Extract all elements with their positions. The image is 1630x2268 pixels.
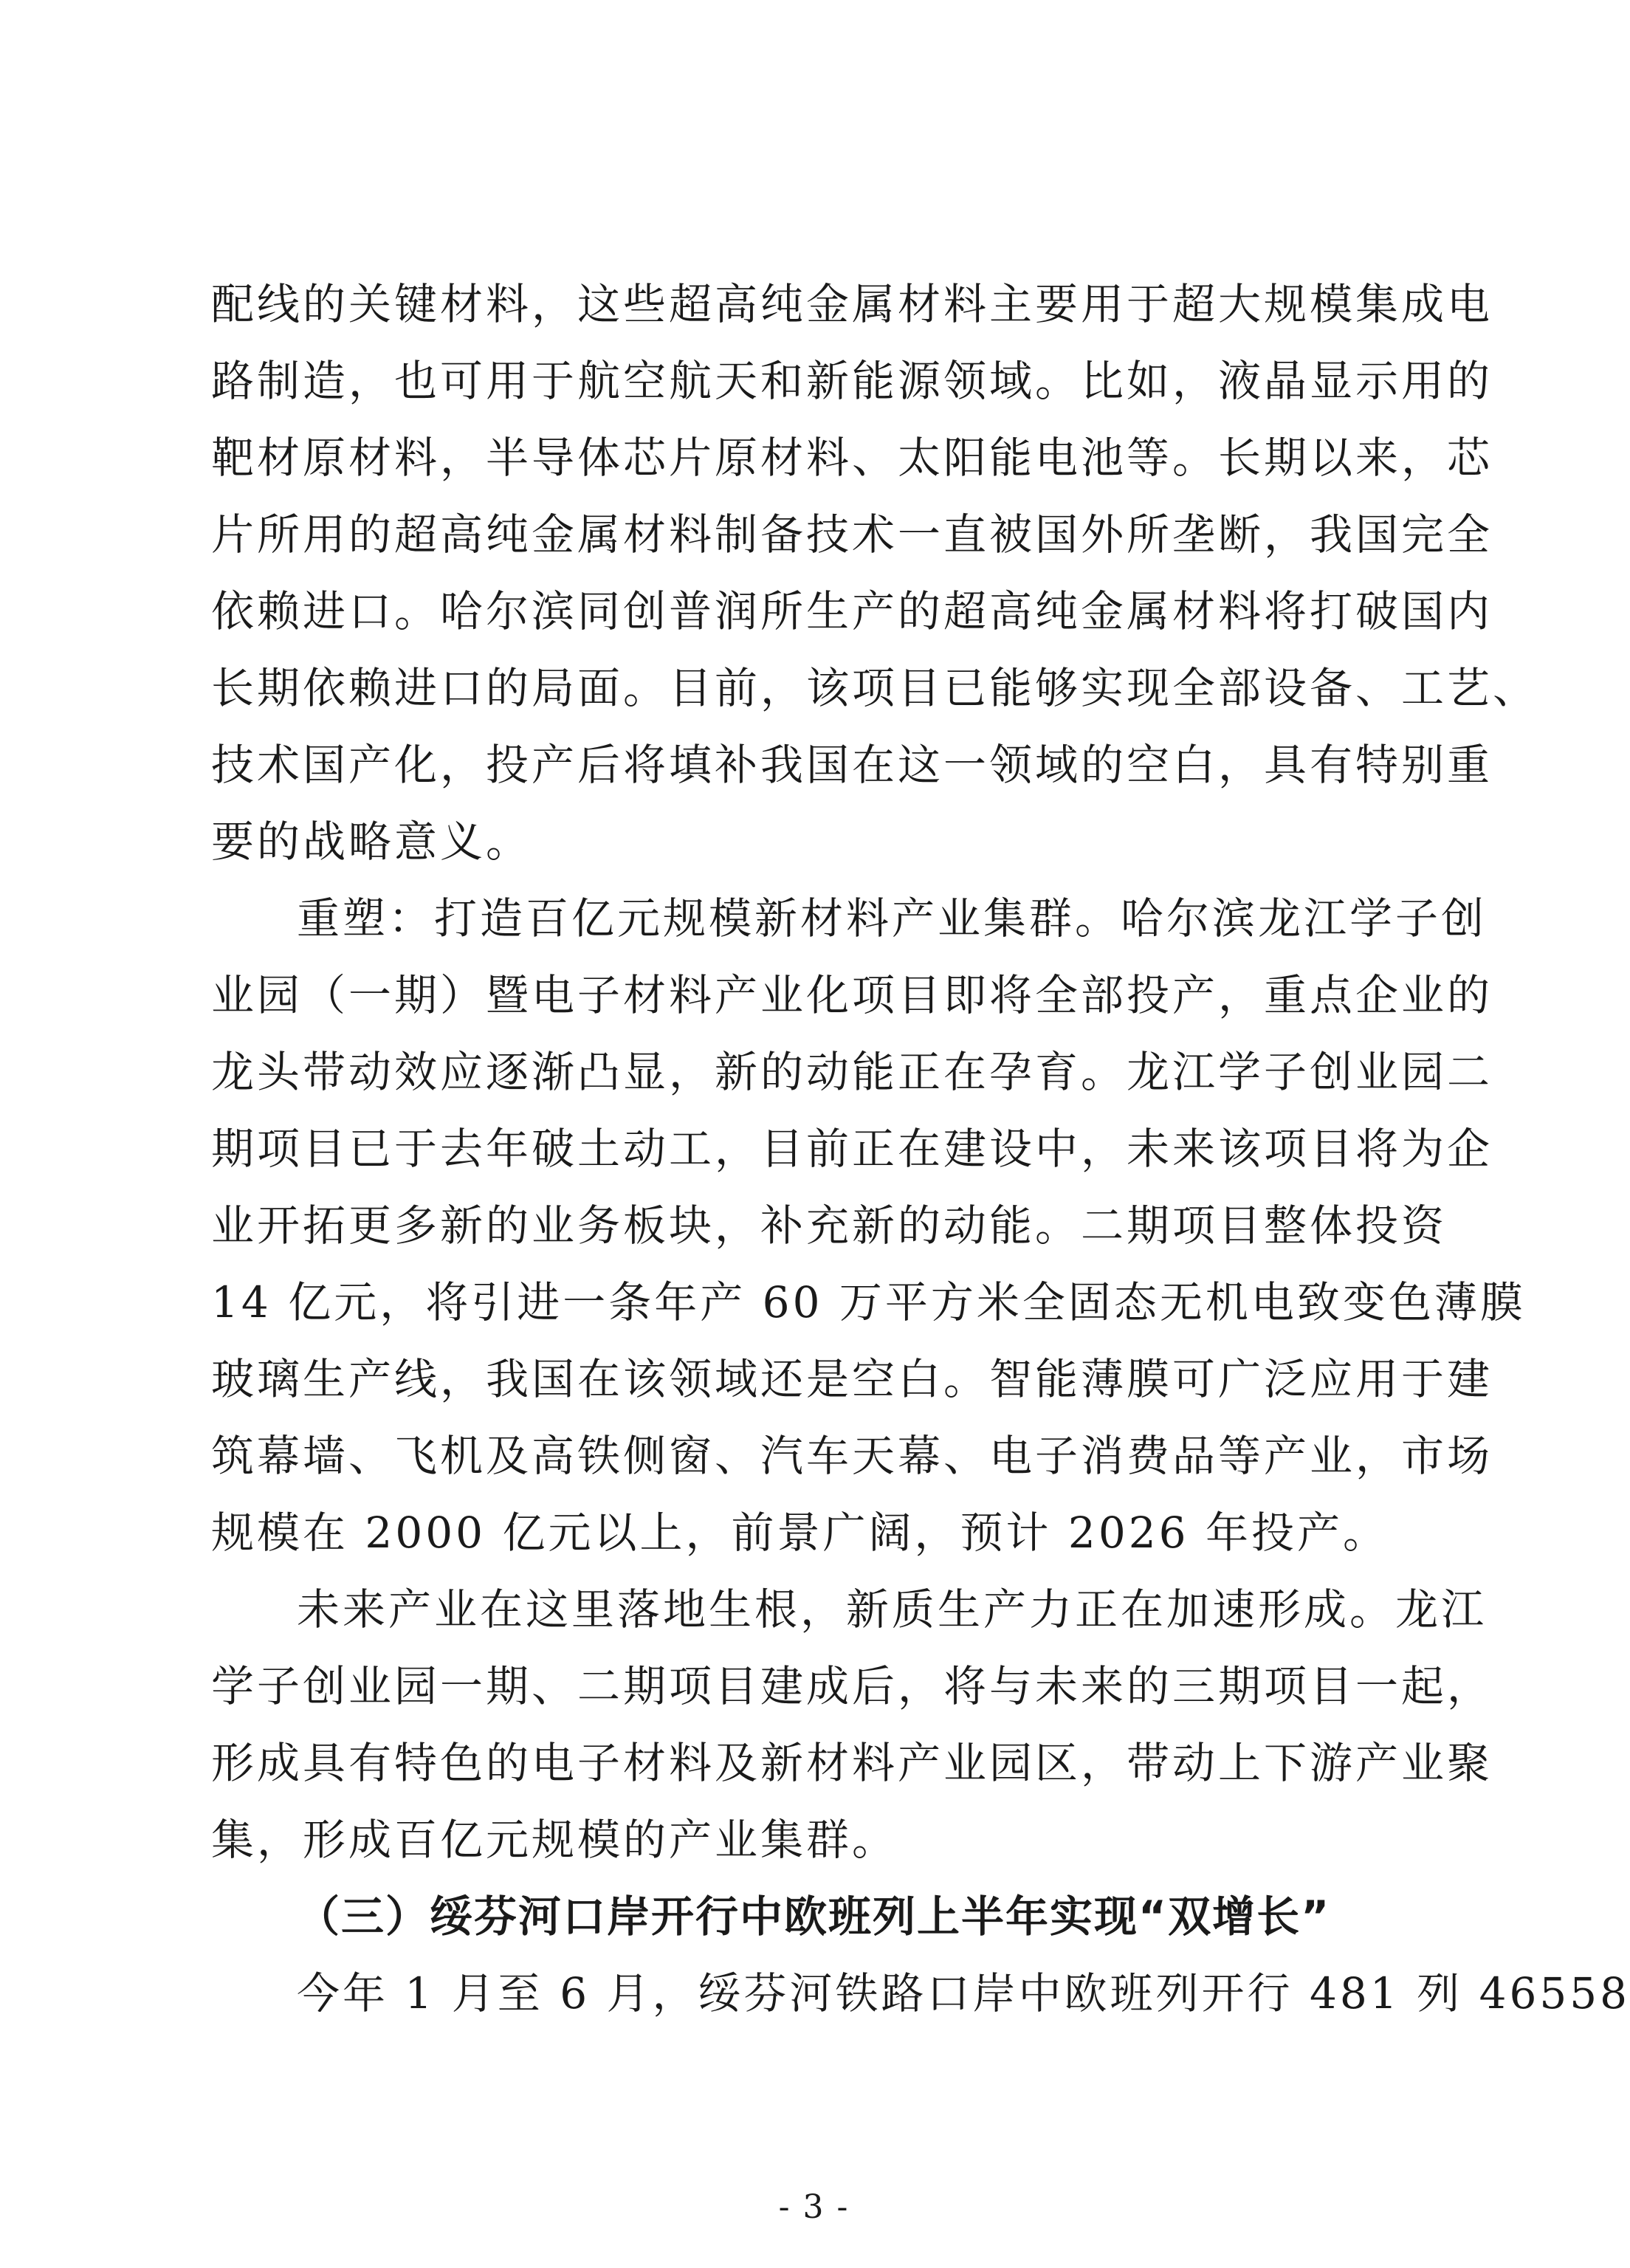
section-heading: （三）绥芬河口岸开行中欧班列上半年实现“双增长” xyxy=(297,1891,1331,1942)
paragraph-first-line: 今年 1 月至 6 月，绥芬河铁路口岸中欧班列开行 481 列 46558 xyxy=(297,1968,1630,2018)
body-text-line: 规模在 2000 亿元以上，前景广阔，预计 2026 年投产。 xyxy=(211,1508,1389,1558)
body-text-line: 14 亿元，将引进一条年产 60 万平方米全固态无机电致变色薄膜 xyxy=(211,1277,1526,1327)
paragraph-first-line: 未来产业在这里落地生根，新质生产力正在加速形成。龙江 xyxy=(297,1584,1488,1635)
body-text-line: 筑幕墙、飞机及高铁侧窗、汽车天幕、电子消费品等产业，市场 xyxy=(211,1431,1493,1481)
body-text-line: 形成具有特色的电子材料及新材料产业园区，带动上下游产业聚 xyxy=(211,1738,1493,1788)
body-text-line: 片所用的超高纯金属材料制备技术一直被国外所垄断，我国完全 xyxy=(211,509,1493,560)
body-text-line: 龙头带动效应逐渐凸显，新的动能正在孕育。龙江学子创业园二 xyxy=(211,1047,1493,1097)
body-text-line: 学子创业园一期、二期项目建成后，将与未来的三期项目一起， xyxy=(211,1661,1493,1711)
body-text-line: 配线的关键材料，这些超高纯金属材料主要用于超大规模集成电 xyxy=(211,279,1493,329)
body-text-line: 业开拓更多新的业务板块，补充新的动能。二期项目整体投资 xyxy=(211,1200,1448,1251)
paragraph-first-line: 重塑：打造百亿元规模新材料产业集群。哈尔滨龙江学子创 xyxy=(297,893,1488,944)
body-text-line: 玻璃生产线，我国在该领域还是空白。智能薄膜可广泛应用于建 xyxy=(211,1354,1493,1404)
body-text-line: 期项目已于去年破土动工，目前正在建设中，未来该项目将为企 xyxy=(211,1124,1493,1174)
body-text-line: 长期依赖进口的局面。目前，该项目已能够实现全部设备、工艺、 xyxy=(211,663,1539,713)
body-text-line: 依赖进口。哈尔滨同创普润所生产的超高纯金属材料将打破国内 xyxy=(211,586,1493,636)
body-text-line: 路制造，也可用于航空航天和新能源领域。比如，液晶显示用的 xyxy=(211,356,1493,406)
body-text-line: 技术国产化，投产后将填补我国在这一领域的空白，具有特别重 xyxy=(211,740,1493,790)
body-text-line: 集，形成百亿元规模的产业集群。 xyxy=(211,1815,898,1865)
body-text-line: 要的战略意义。 xyxy=(211,817,532,867)
page-number: - 3 - xyxy=(778,2188,850,2226)
body-text-line: 业园（一期）暨电子材料产业化项目即将全部投产，重点企业的 xyxy=(211,970,1493,1020)
body-text-line: 靶材原材料，半导体芯片原材料、太阳能电池等。长期以来，芯 xyxy=(211,433,1493,483)
